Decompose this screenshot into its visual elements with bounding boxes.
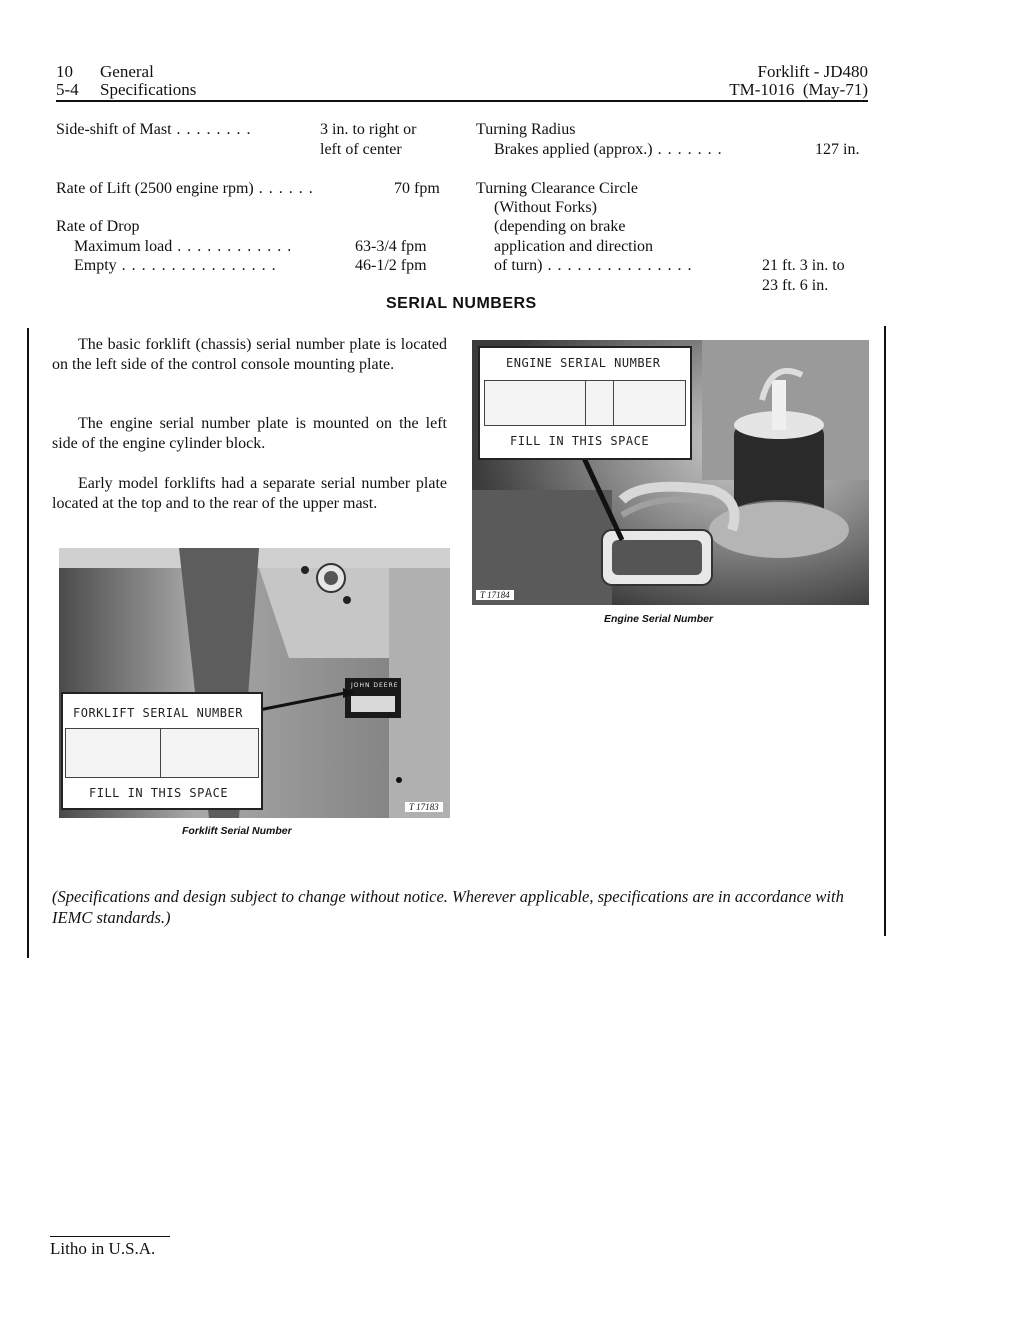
spec-clearance-line-4: of turn) . . . . . . . . . . . . . . . bbox=[494, 257, 693, 274]
forklift-photo-caption: Forklift Serial Number bbox=[182, 825, 292, 837]
paragraph-engine-serial: The engine serial number plate is mounted on the left side of the engine cylinder block. bbox=[52, 415, 447, 452]
spec-clearance-line-1: (Without Forks) bbox=[494, 199, 597, 216]
engine-plate-title: ENGINE SERIAL NUMBER bbox=[506, 356, 661, 370]
spec-turning-radius-label: Turning Radius bbox=[476, 121, 576, 138]
spec-brakes-label: Brakes applied (approx.) . . . . . . . bbox=[494, 141, 723, 158]
subsection-number: 5-4 bbox=[56, 80, 79, 99]
section-title: General bbox=[100, 62, 154, 81]
spec-rate-of-drop-label: Rate of Drop bbox=[56, 218, 140, 235]
engine-serial-photo bbox=[472, 340, 869, 605]
engine-plate-box bbox=[478, 346, 692, 460]
spec-max-load-label: Maximum load . . . . . . . . . . . . bbox=[74, 238, 293, 255]
header-rule bbox=[56, 100, 868, 102]
engine-plate-fill: FILL IN THIS SPACE bbox=[510, 434, 650, 448]
spec-side-shift-value-2: left of center bbox=[320, 141, 402, 158]
spec-clearance-label: Turning Clearance Circle bbox=[476, 180, 639, 197]
specifications-note: (Specifications and design subject to change without notice. Wherever applicable, specifications are in accordance with IEMC standards.) bbox=[52, 887, 844, 927]
engine-photo-caption: Engine Serial Number bbox=[604, 613, 714, 625]
forklift-plate-grid bbox=[65, 728, 259, 778]
litho-text: Litho in U.S.A. bbox=[50, 1239, 156, 1258]
spec-clearance-value-2: 23 ft. 6 in. bbox=[762, 277, 829, 294]
engine-photo-id: T 17184 bbox=[476, 590, 514, 600]
forklift-plate-fill: FILL IN THIS SPACE bbox=[89, 786, 229, 800]
spec-rate-of-lift-value: 70 fpm bbox=[394, 180, 440, 197]
forklift-plate-title: FORKLIFT SERIAL NUMBER bbox=[73, 706, 243, 720]
spec-clearance-line-3: application and direction bbox=[494, 238, 654, 255]
forklift-serial-photo bbox=[59, 548, 450, 818]
spec-empty-value: 46-1/2 fpm bbox=[355, 257, 427, 274]
spec-clearance-line-2: (depending on brake bbox=[494, 218, 626, 235]
spec-max-load-value: 63-3/4 fpm bbox=[355, 238, 427, 255]
spec-clearance-value-1: 21 ft. 3 in. to bbox=[762, 257, 845, 274]
left-margin-bar bbox=[27, 328, 29, 958]
spec-side-shift-label: Side-shift of Mast . . . . . . . . bbox=[56, 121, 252, 138]
serial-numbers-heading: SERIAL NUMBERS bbox=[386, 295, 537, 312]
right-margin-bar bbox=[884, 326, 886, 936]
spec-brakes-value: 127 in. bbox=[815, 141, 860, 158]
paragraph-chassis-serial: The basic forklift (chassis) serial number plate is located on the left side of the control console mounting plate. bbox=[52, 336, 447, 373]
spec-empty-label: Empty . . . . . . . . . . . . . . . . bbox=[74, 257, 277, 274]
litho-line bbox=[50, 1236, 170, 1259]
manual-id: TM-1016 (May-71) bbox=[729, 80, 868, 99]
page-number: 10 bbox=[56, 62, 73, 81]
spec-side-shift-value: 3 in. to right or bbox=[320, 121, 417, 138]
paragraph-early-models: Early model forklifts had a separate serial number plate located at the top and to the rear of the upper mast. bbox=[52, 475, 447, 512]
forklift-photo-id: T 17183 bbox=[405, 802, 443, 812]
forklift-badge-text: JOHN DEERE bbox=[351, 682, 399, 689]
engine-plate-grid bbox=[484, 380, 686, 426]
forklift-plate-box bbox=[61, 692, 263, 810]
model-title: Forklift - JD480 bbox=[757, 62, 868, 81]
spec-rate-of-lift-label: Rate of Lift (2500 engine rpm) . . . . . . bbox=[56, 180, 314, 197]
subsection-title: Specifications bbox=[100, 80, 197, 99]
